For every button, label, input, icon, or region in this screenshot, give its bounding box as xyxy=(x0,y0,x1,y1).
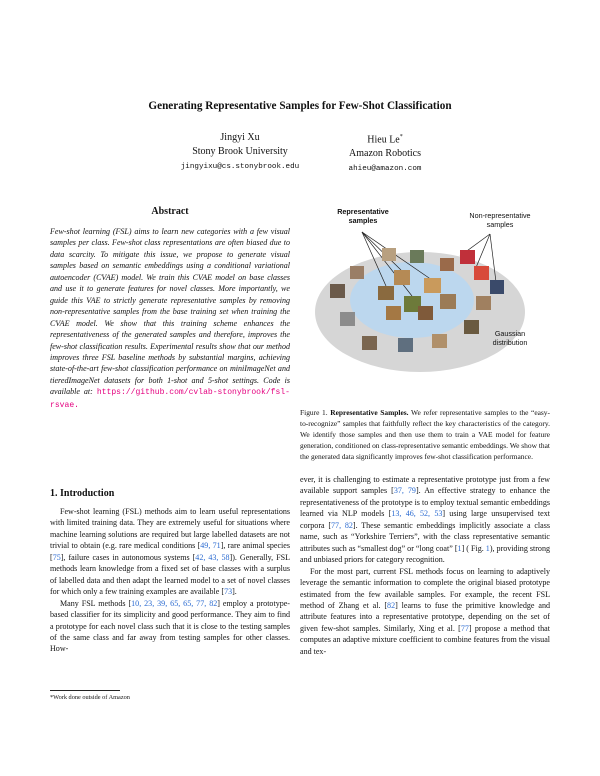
author-affiliation: Amazon Robotics xyxy=(349,147,421,159)
footnote-rule xyxy=(50,690,120,691)
intro-right-column xyxy=(300,474,550,657)
footnote: *Work done outside of Amazon xyxy=(50,694,130,701)
abstract-text: Few-shot learning (FSL) aims to learn new categories with a few visual samples per class. Few-shot class representations are often biased due to data scarcity. To mitigate this issue, we propose to generate visual samples based on semantic embeddings using a conditional variational autoencoder (CVAE) model. We train this CVAE model on base classes and use it to generate features for novel classes. More importantly, we guide this VAE to strictly generate representative samples by removing non-representative samples from the base training set when training the CVAE model. We show that this training scheme enhances the representativeness of the generated samples and therefore, improves the few-shot classification results. Experimental results show that our method improves three FSL baseline methods by substantial margins, achieving state-of-the-art few-shot classification performance on miniImageNet and tieredImageNet datasets for both 1-shot and 5-shot settings. Code is available at: xyxy=(50,227,290,397)
intro-paragraph-1: Few-shot learning (FSL) methods aim to learn useful representations with limited training data. They are extremely useful for situations where machine learning solutions are required but large labelled datasets are not trivial to obtain (e.g. rare medical conditions [49, 71], rare animal species [75], failure cases in autonomous systems [42, 43, 58]). Generally, FSL methods learn knowledge from a fixed set of base classes with a surplus of labelled data and then adapt the learned model to a set of novel classes for which only a few training examples are available [73]. xyxy=(50,507,291,597)
intro-left-column xyxy=(50,506,290,655)
section-heading-introduction: 1. Introduction xyxy=(50,488,115,499)
citation[interactable]: 77 xyxy=(460,623,469,633)
label-gaussian: Gaussian distribution xyxy=(492,329,528,347)
caption-text: We refer representative samples to the “easy-to-recognize” samples that faithfully reflect the key characteristics of the category. We identify those samples and then use them to train a VAE model for feature generation, conditioned on class-representative semantic embeddings. We show that the generated data significantly improves few-shot classification performance. xyxy=(300,408,551,461)
figure-1 xyxy=(300,200,550,395)
citation[interactable]: 37, 79 xyxy=(393,486,416,496)
author-name: Hieu Le* xyxy=(367,134,403,146)
citation[interactable]: 82 xyxy=(387,600,396,610)
citation[interactable]: 75 xyxy=(52,552,61,562)
citation[interactable]: 10, 23, 39, 65, 65, 77, 82 xyxy=(131,598,218,608)
author-block-1 xyxy=(150,131,330,175)
citation[interactable]: 73 xyxy=(224,587,233,597)
abstract-body xyxy=(50,226,290,411)
intro-paragraph-3: ever, it is challenging to estimate a representative prototype just from a few available support samples [37, 79]. An effective strategy to enhance the representativeness of the prototype is to employ textual semantic embeddings learned via NLP models [13, 46, 52, 53] using large unsupervised text corpora [77, 82]. These semantic embeddings implicitly associate a class name, such as “Yorkshire Terriers”, with the class representative semantic attributes such as “smallest dog” or “long coat” [1] ( Fig. 1), providing strong and unbiased priors for category recognition. xyxy=(300,475,551,565)
author-name: Jingyi Xu xyxy=(220,132,260,143)
abstract-heading: Abstract xyxy=(151,206,189,217)
author-email[interactable]: ahieu@amazon.com xyxy=(348,165,422,174)
figure-caption xyxy=(300,408,550,463)
citation[interactable]: 13, 46, 52, 53 xyxy=(391,509,443,519)
citation[interactable]: 49, 71 xyxy=(200,541,221,551)
citation[interactable]: 42, 43, 58 xyxy=(195,552,230,562)
code-link[interactable]: https://github.com/cvlab-stonybrook/fsl-rsvae. xyxy=(50,388,290,410)
citation[interactable]: 77, 82 xyxy=(331,520,353,530)
intro-paragraph-4: For the most part, current FSL methods focus on learning to adaptively leverage the semantic information to complete the original biased prototype estimated from the few available samples. For example, the recent FSL method of Zhang et al. [82] learns to fuse the primitive knowledge and attribute features into a representative prototype, depending on the set of given few-shot samples. Similarly, Xing et al. [77] propose a method that computes an adaptive mixture coefficient to combine features from the visual and tex- xyxy=(300,566,550,656)
paper-title: Generating Representative Samples for Few-Shot Classification xyxy=(148,100,452,112)
figure-reference[interactable]: 1 xyxy=(485,543,490,553)
author-block-2 xyxy=(320,131,450,177)
caption-title: Representative Samples. xyxy=(330,408,409,417)
author-email[interactable]: jingyixu@cs.stonybrook.edu xyxy=(180,163,300,171)
label-representative: Representative samples xyxy=(337,207,389,225)
intro-paragraph-2: Many FSL methods [10, 23, 39, 65, 65, 77, 82] employ a prototype-based classifier for its simplicity and good performance. They aim to find a prototype for each novel class such that it is close to the testing samples of the same class and far away from testing samples for other classes. How- xyxy=(50,598,290,654)
author-affiliation: Stony Brook University xyxy=(192,145,288,157)
citation[interactable]: 1 xyxy=(457,543,462,553)
label-nonrepresentative: Non-representative samples xyxy=(469,211,531,229)
caption-lead: Figure 1. xyxy=(300,408,328,417)
